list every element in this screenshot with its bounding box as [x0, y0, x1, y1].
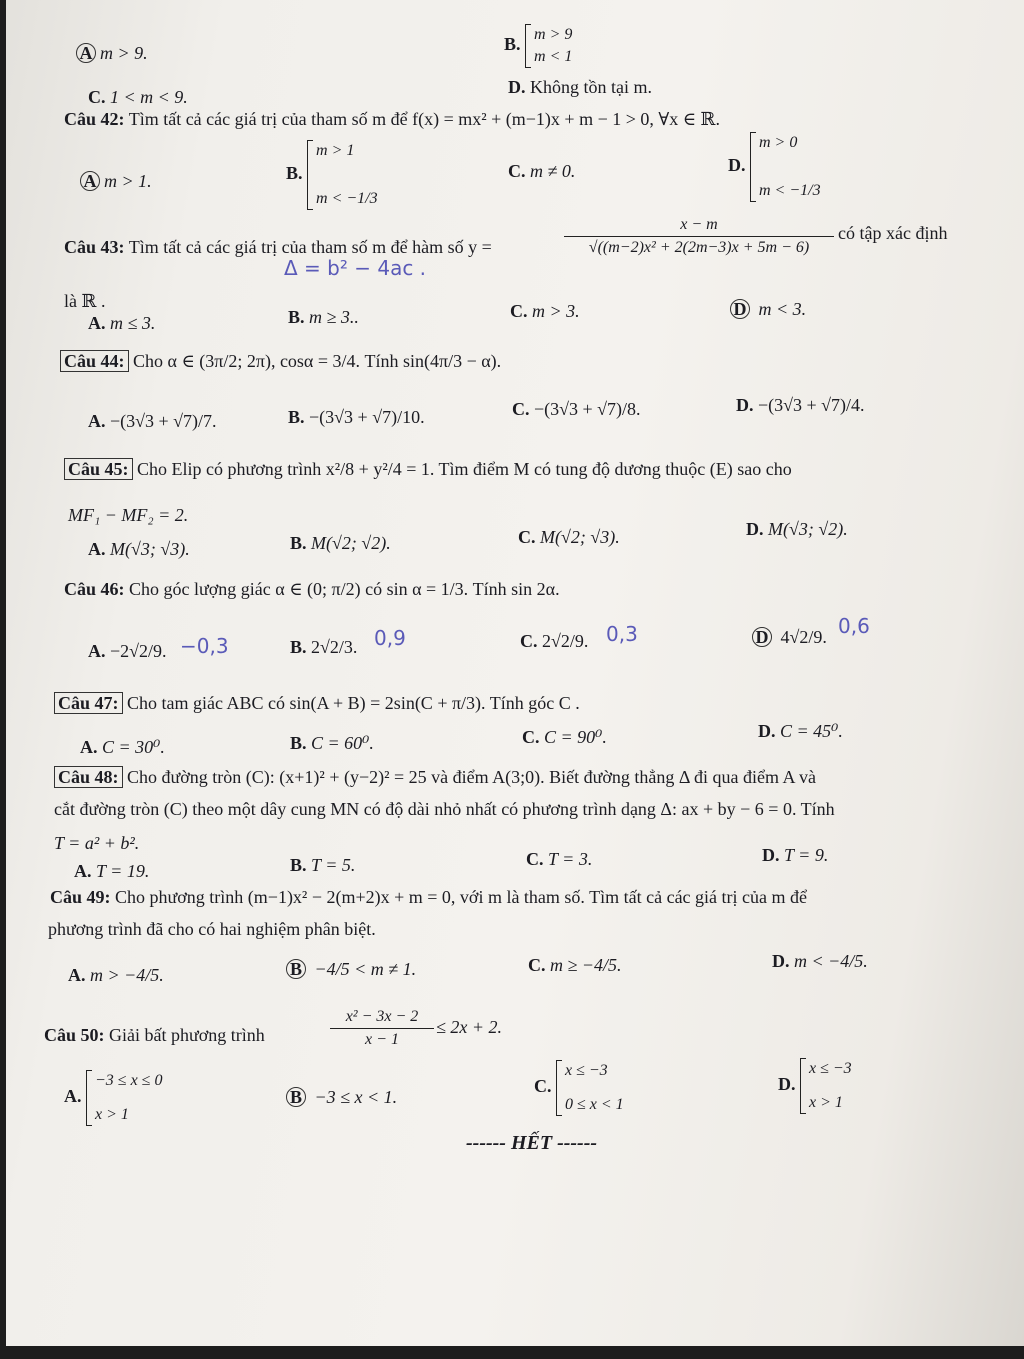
q44-option-b: B. −(3√3 + √7)/10.: [288, 407, 425, 427]
q50-tail: ≤ 2x + 2.: [436, 1017, 503, 1037]
q41-option-b: B. m > 9 m < 1: [504, 24, 572, 68]
q46-option-b: B. 2√2/3.: [290, 637, 358, 657]
q44-option-a: A. −(3√3 + √7)/7.: [88, 411, 217, 431]
end-marker: ------ HẾT ------: [466, 1132, 598, 1154]
q45-option-c: C. M(√2; √3).: [518, 527, 620, 547]
q45-option-d: D. M(√3; √2).: [746, 519, 848, 539]
handwritten-delta-note: Δ = b² − 4ac .: [284, 256, 427, 280]
q46-option-a: A. −2√2/9.: [88, 641, 167, 661]
q49-option-c: C. m ≥ −4/5.: [528, 955, 622, 975]
q47-question: Câu 47: Cho tam giác ABC có sin(A + B) = 2sin(C + π/3). Tính góc C .: [54, 692, 580, 714]
q48-line2: cắt đường tròn (C) theo một dây cung MN có độ dài nhỏ nhất có phương trình dạng Δ: ax + by − 6 = 0. Tính: [54, 799, 835, 819]
q50-question: Câu 50: Giải bất phương trình: [44, 1025, 265, 1045]
q48-option-d: D. T = 9.: [762, 845, 829, 865]
q48-option-a: A. T = 19.: [74, 861, 150, 881]
q43-line2: là ℝ .: [64, 291, 106, 311]
q43-fraction: x − m √((m−2)x² + 2(2m−3)x + 5m − 6): [564, 214, 834, 259]
q48-line3: T = a² + b².: [54, 833, 140, 853]
handwritten-note-d: 0,6: [838, 614, 870, 638]
q49-option-b: B −4/5 < m ≠ 1.: [286, 958, 416, 980]
q50-option-a: A. −3 ≤ x ≤ 0 x > 1: [64, 1070, 162, 1126]
q43-question: Câu 43: Tìm tất cả các giá trị của tham số m để hàm số y =: [64, 237, 492, 257]
q48-option-b: B. T = 5.: [290, 855, 356, 875]
handwritten-note-c: 0,3: [606, 622, 638, 646]
q44-option-c: C. −(3√3 + √7)/8.: [512, 399, 641, 419]
q46-option-d: D 4√2/9.: [752, 626, 827, 648]
q50-fraction: x² − 3x − 2 x − 1: [330, 1006, 434, 1051]
q48-option-c: C. T = 3.: [526, 849, 593, 869]
q49-option-d: D. m < −4/5.: [772, 951, 868, 971]
q43-option-d: D m < 3.: [730, 298, 806, 320]
q42-question: Câu 42: Tìm tất cả các giá trị của tham số m để f(x) = mx² + (m−1)x + m − 1 > 0, ∀x ∈ ℝ.: [64, 109, 721, 129]
q48-question: Câu 48: Cho đường tròn (C): (x+1)² + (y−2)² = 25 và điểm A(3;0). Biết đường thẳng Δ đi qua điểm A và: [54, 766, 816, 788]
handwritten-note-b: 0,9: [374, 626, 406, 650]
q45-line2: MF₁ − MF₂ = 2.: [68, 505, 189, 525]
q49-option-a: A. m > −4/5.: [68, 965, 164, 985]
q43-option-c: C. m > 3.: [510, 301, 580, 321]
q50-option-c: C. x ≤ −3 0 ≤ x < 1: [534, 1060, 624, 1116]
q49-line2: phương trình đã cho có hai nghiệm phân biệt.: [48, 919, 376, 939]
q43-option-b: B. m ≥ 3..: [288, 307, 359, 327]
q50-option-d: D. x ≤ −3 x > 1: [778, 1058, 852, 1114]
q42-option-c: C. m ≠ 0.: [508, 161, 576, 181]
q45-option-b: B. M(√2; √2).: [290, 533, 391, 553]
q50-option-b: B −3 ≤ x < 1.: [286, 1086, 397, 1108]
q47-option-a: A. C = 30⁰.: [80, 737, 165, 757]
q45-option-a: A. M(√3; √3).: [88, 539, 190, 559]
q45-question: Câu 45: Cho Elip có phương trình x²/8 + y²/4 = 1. Tìm điểm M có tung độ dương thuộc (E) sao cho: [64, 458, 792, 480]
photo-edge-left: [0, 0, 6, 1359]
q44-question: Câu 44: Cho α ∈ (3π/2; 2π), cosα = 3/4. Tính sin(4π/3 − α).: [60, 350, 501, 372]
q41-option-a: A m > 9.: [76, 42, 148, 64]
photo-edge-bottom: [0, 1346, 1024, 1359]
q42-option-b: B. m > 1 m < −1/3: [286, 140, 378, 210]
q49-question: Câu 49: Cho phương trình (m−1)x² − 2(m+2)x + m = 0, với m là tham số. Tìm tất cả các giá trị của m để: [50, 887, 807, 907]
q42-option-a: A m > 1.: [80, 170, 152, 192]
q41-option-c: C. 1 < m < 9.: [88, 87, 188, 107]
q44-option-d: D. −(3√3 + √7)/4.: [736, 395, 865, 415]
q41-option-d: D. Không tồn tại m.: [508, 77, 652, 97]
handwritten-note-a: −0,3: [180, 634, 229, 658]
q47-option-d: D. C = 45⁰.: [758, 721, 843, 741]
q43-tail: có tập xác định: [838, 223, 948, 243]
q46-option-c: C. 2√2/9.: [520, 631, 589, 651]
q43-option-a: A. m ≤ 3.: [88, 313, 156, 333]
q47-option-b: B. C = 60⁰.: [290, 733, 374, 753]
q47-option-c: C. C = 90⁰.: [522, 727, 607, 747]
q42-option-d: D. m > 0 m < −1/3: [728, 132, 821, 202]
q46-question: Câu 46: Cho góc lượng giác α ∈ (0; π/2) có sin α = 1/3. Tính sin 2α.: [64, 579, 560, 599]
